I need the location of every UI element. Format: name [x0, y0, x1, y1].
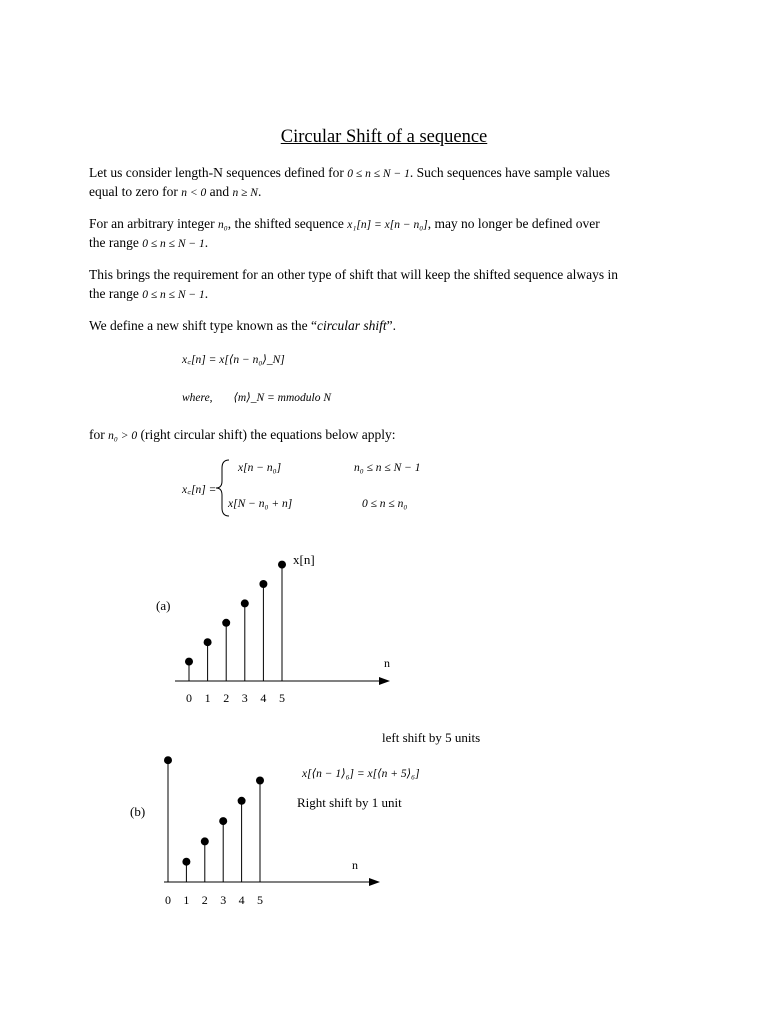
chart-a-tick-label-5: 5 — [279, 691, 285, 705]
paragraph-3-line-1: This brings the requirement for an other type of shift that will keep the shifted sequence always in — [89, 267, 618, 282]
chart-a-tick-label-2: 2 — [223, 691, 230, 705]
chart-b-marker-0 — [164, 756, 172, 764]
chart-b-annotation-left-shift: left shift by 5 units — [382, 730, 481, 745]
chart-a-marker-4 — [259, 580, 267, 588]
p2-math-n0: n₀ — [217, 219, 228, 231]
chart-a-marker-3 — [241, 599, 249, 607]
p4-emphasis: circular shift — [316, 318, 387, 333]
chart-a-tick-label-0: 0 — [186, 691, 192, 705]
case-2-condition: 0 ≤ n ≤ n₀ — [362, 498, 408, 510]
chart-a-marker-5 — [278, 561, 286, 569]
case-2-expression: x[N − n₀ + n] — [228, 498, 293, 510]
equation-circular-shift: x꜀[n] = x[⟨n − n₀⟩_N] — [182, 354, 285, 366]
chart-b-marker-3 — [219, 817, 227, 825]
p3-math-range: 0 ≤ n ≤ N − 1 — [142, 289, 205, 301]
p2-math-shift: x₁[n] = x[n − n₀] — [347, 219, 428, 231]
p5-text-b: (right circular shift) the equations below apply: — [140, 427, 396, 442]
chart-b-marker-4 — [238, 797, 246, 805]
chart-b-tick-label-5: 5 — [257, 893, 263, 907]
p1-text-e: . — [257, 184, 262, 199]
p2-text-c: , may no longer be defined over — [427, 216, 600, 231]
p5-text-a: for — [89, 427, 105, 442]
p2-text-d: the range — [89, 235, 139, 250]
chart-b-tick-label-0: 0 — [165, 893, 171, 907]
chart-a-tick-label-3: 3 — [241, 691, 248, 705]
p2-math-range: 0 ≤ n ≤ N − 1 — [142, 238, 205, 250]
where-label: where, — [182, 392, 213, 404]
chart-b-marker-5 — [256, 777, 264, 785]
chart-b-panel-label: (b) — [130, 804, 146, 819]
case-1-condition: n₀ ≤ n ≤ N − 1 — [354, 462, 421, 474]
chart-b-tick-label-1: 1 — [183, 893, 190, 907]
chart-b-axis-arrow — [369, 878, 380, 886]
p1-math-lt: n < 0 — [181, 187, 207, 199]
chart-a-marker-1 — [204, 638, 212, 646]
page-title: Circular Shift of a sequence — [280, 127, 488, 147]
chart-a-series-label: x[n] — [293, 552, 315, 567]
chart-a-axis-arrow — [379, 677, 390, 685]
chart-b-tick-label-2: 2 — [201, 893, 208, 907]
chart-b-marker-1 — [182, 858, 190, 866]
p4-text-b: ”. — [386, 318, 396, 333]
p1-text-b: . Such sequences have sample values — [409, 165, 611, 180]
chart-a-panel-label: (a) — [156, 598, 171, 613]
p2-text-e: . — [204, 235, 209, 250]
chart-b-annotation-right-shift: Right shift by 1 unit — [297, 795, 402, 810]
chart-b-annotation-equation: x[⟨n − 1⟩₆] = x[⟨n + 5⟩₆] — [302, 768, 420, 780]
p5-math-n0: n₀ > 0 — [108, 430, 138, 442]
chart-b-tick-label-4: 4 — [238, 893, 245, 907]
p1-text-d: and — [209, 184, 230, 199]
p2-text-a: For an arbitrary integer — [89, 216, 215, 231]
p2-text-b: , the shifted sequence — [227, 216, 344, 231]
p3-text-b: the range — [89, 286, 139, 301]
modulo-expression: ⟨m⟩_N = mmodulo N — [233, 392, 331, 404]
p3-text-c: . — [204, 286, 209, 301]
p1-text-c: equal to zero for — [89, 184, 178, 199]
piecewise-lhs: x꜀[n] = — [182, 484, 217, 496]
p1-math-range: 0 ≤ n ≤ N − 1 — [347, 168, 410, 180]
chart-b-xlabel: n — [352, 858, 358, 872]
chart-a-xlabel: n — [384, 656, 390, 670]
chart-a-tick-label-4: 4 — [260, 691, 267, 705]
chart-a-tick-label-1: 1 — [204, 691, 211, 705]
p4-text-a: We define a new shift type known as the “ — [89, 318, 317, 333]
p1-text-a: Let us consider length-N sequences defined for — [89, 165, 344, 180]
chart-a-marker-2 — [222, 619, 230, 627]
case-1-expression: x[n − n₀] — [238, 462, 282, 474]
p1-math-ge: n ≥ N — [232, 187, 258, 199]
chart-b-tick-label-3: 3 — [220, 893, 227, 907]
chart-b-marker-2 — [201, 837, 209, 845]
chart-a-marker-0 — [185, 658, 193, 666]
